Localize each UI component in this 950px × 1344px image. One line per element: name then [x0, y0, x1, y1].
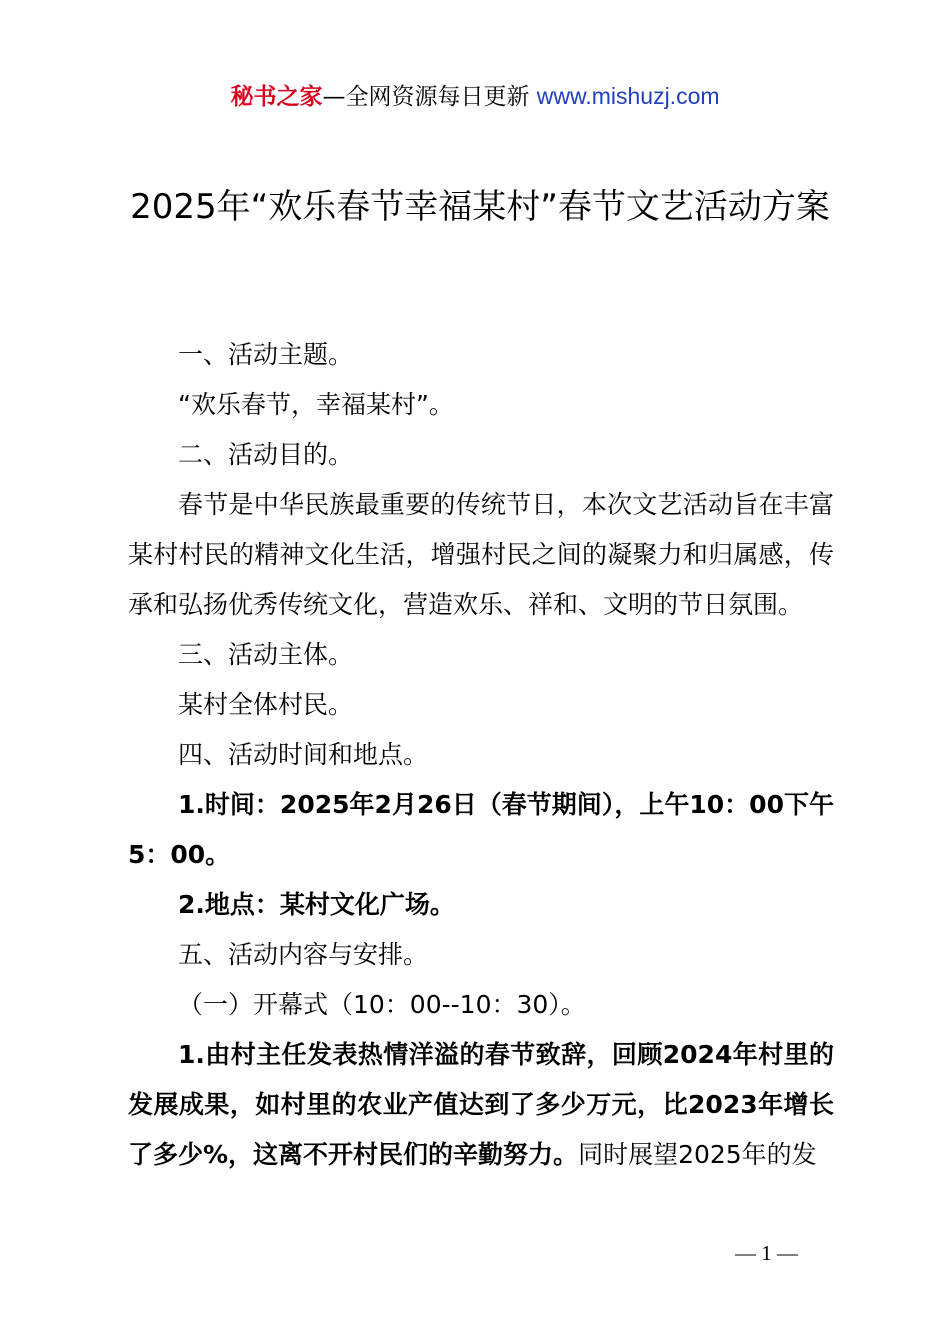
- section-heading-theme: 一、活动主题。: [178, 340, 354, 369]
- time-paragraph: 1.时间：2025年2月26日（春节期间），上午10：00下午5：00。: [128, 790, 834, 869]
- site-url-link[interactable]: www.mishuzj.com: [536, 83, 720, 109]
- page-number: [0, 1238, 950, 1268]
- section-heading-content: 五、活动内容与安排。: [178, 940, 429, 969]
- site-brand: 秘书之家: [230, 84, 323, 110]
- section-heading-time-place: 四、活动时间和地点。: [178, 740, 429, 769]
- opening-item-paragraph: [128, 1030, 834, 1180]
- participants-text: 某村全体村民。: [178, 690, 354, 719]
- site-header-banner: [0, 80, 950, 113]
- document-body: [128, 330, 834, 1180]
- document-title: 2025年“欢乐春节幸福某村”春节文艺活动方案: [130, 187, 830, 227]
- section-heading-participants: 三、活动主体。: [178, 640, 354, 669]
- place-paragraph: 2.地点：某村文化广场。: [178, 890, 455, 919]
- theme-text: “欢乐春节，幸福某村”。: [178, 390, 454, 419]
- page-number-text: — 1 —: [735, 1241, 798, 1265]
- site-tagline: —全网资源每日更新: [322, 84, 530, 110]
- section-heading-purpose: 二、活动目的。: [178, 440, 354, 469]
- subsection-opening-ceremony: （一）开幕式（10：00--10：30）。: [178, 990, 586, 1019]
- opening-item-regular-text: 同时展望2025年的发: [578, 1140, 817, 1169]
- opening-item-bold-text: 1.由村主任发表热情洋溢的春节致辞，回顾2024年村里的发展成果，如村里的农业产值达到了多少万元，比2023年增长了多少%，这离不开村民们的辛勤努力。: [128, 1040, 834, 1169]
- purpose-paragraph: 春节是中华民族最重要的传统节日，本次文艺活动旨在丰富某村村民的精神文化生活，增强村民之间的凝聚力和归属感，传承和弘扬优秀传统文化，营造欢乐、祥和、文明的节日氛围。: [128, 490, 834, 619]
